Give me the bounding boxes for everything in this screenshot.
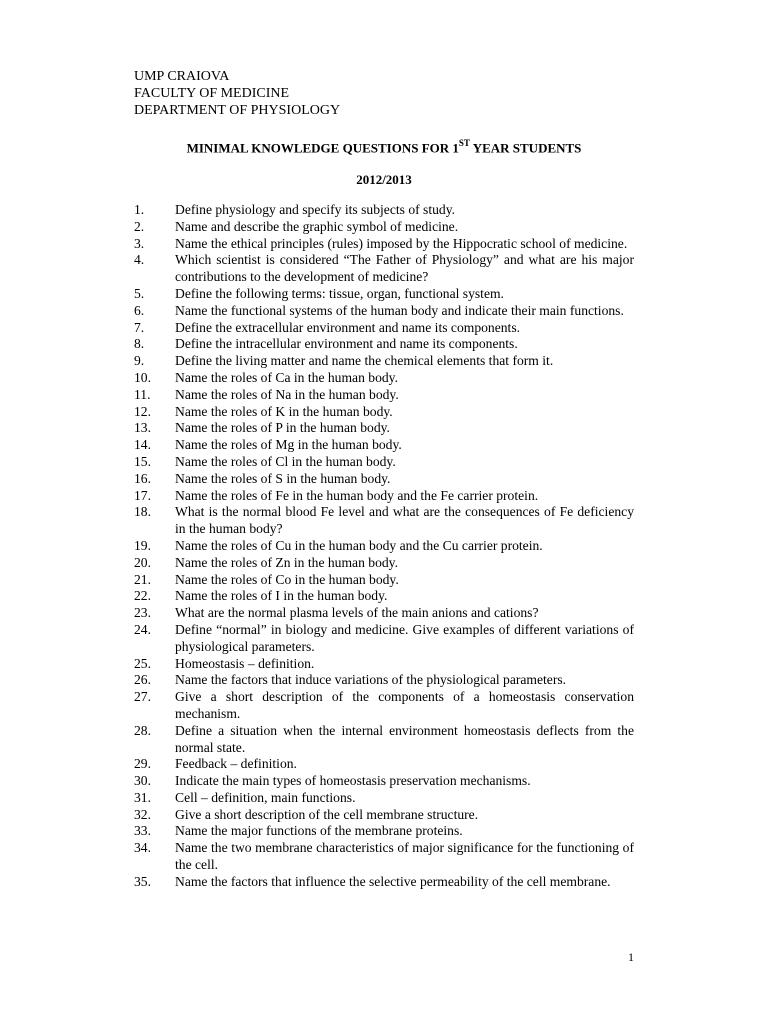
question-item <box>134 219 634 236</box>
question-number: 4. <box>134 252 145 268</box>
question-text: Name the roles of I in the human body. <box>175 588 388 604</box>
question-text: Give a short description of the components of a homeostasis conservation mechanism. <box>175 689 634 721</box>
question-text: What is the normal blood Fe level and what are the consequences of Fe deficiency in the human body? <box>175 504 634 537</box>
question-number: 22. <box>134 588 151 604</box>
question-text: Name and describe the graphic symbol of medicine. <box>175 218 459 234</box>
faculty-name: FACULTY OF MEDICINE <box>134 86 290 101</box>
question-item <box>134 437 634 454</box>
question-item <box>134 488 634 505</box>
question-item <box>134 656 634 673</box>
question-number: 29. <box>134 756 151 772</box>
question-item <box>134 874 634 891</box>
question-text: Name the two membrane characteristics of major significance for the functioning of the cell. <box>175 840 634 873</box>
question-item <box>134 353 634 370</box>
question-item <box>134 689 634 723</box>
question-number: 33. <box>134 823 151 839</box>
question-text: Name the roles of K in the human body. <box>175 403 393 419</box>
question-item <box>134 840 634 874</box>
question-number: 15. <box>134 453 151 469</box>
question-text: Name the factors that induce variations of the physiological parameters. <box>175 672 567 688</box>
question-text: Define the following terms: tissue, organ, functional system. <box>175 285 504 301</box>
question-number: 21. <box>134 571 151 587</box>
question-text: Cell – definition, main functions. <box>175 789 356 805</box>
question-text: Define a situation when the internal environment homeostasis deflects from the normal state. <box>175 722 634 755</box>
question-number: 30. <box>134 773 151 789</box>
question-item <box>134 672 634 689</box>
department-name: DEPARTMENT OF PHYSIOLOGY <box>134 103 341 118</box>
question-number: 17. <box>134 487 151 503</box>
question-text: Define physiology and specify its subjects of study. <box>175 202 456 217</box>
question-text: Name the roles of Ca in the human body. <box>175 369 398 385</box>
question-text: Name the roles of Co in the human body. <box>175 571 399 587</box>
question-item <box>134 336 634 353</box>
question-text: Name the roles of Fe in the human body and the Fe carrier protein. <box>175 487 539 503</box>
question-item <box>134 605 634 622</box>
question-number: 5. <box>134 285 145 301</box>
question-number: 18. <box>134 504 151 520</box>
question-item <box>134 471 634 488</box>
question-item <box>134 756 634 773</box>
page-number: 1 <box>628 950 634 964</box>
question-number: 16. <box>134 470 151 486</box>
institution-header <box>134 68 340 119</box>
question-number: 12. <box>134 403 151 419</box>
question-number: 35. <box>134 873 151 889</box>
question-text: Name the roles of Cu in the human body and the Cu carrier protein. <box>175 537 543 553</box>
question-text: Define the living matter and name the chemical elements that form it. <box>175 353 554 369</box>
question-text: Which scientist is considered “The Father of Physiology” and what are his major contributions to the development of medicine? <box>175 252 634 285</box>
question-item <box>134 236 634 253</box>
question-number: 23. <box>134 605 151 621</box>
question-text: Name the roles of Na in the human body. <box>175 386 399 402</box>
question-text: What are the normal plasma levels of the main anions and cations? <box>175 605 539 621</box>
question-text: Name the roles of P in the human body. <box>175 420 390 436</box>
question-number: 10. <box>134 369 151 385</box>
question-text: Indicate the main types of homeostasis preservation mechanisms. <box>175 773 531 789</box>
title-main: MINIMAL KNOWLEDGE QUESTIONS FOR 1 <box>186 140 459 156</box>
question-text: Give a short description of the cell membrane structure. <box>175 806 479 822</box>
question-item <box>134 790 634 807</box>
question-text: Name the major functions of the membrane proteins. <box>175 823 463 839</box>
question-text: Define “normal” in biology and medicine. Give examples of different variations of physiological parameters. <box>175 621 634 654</box>
question-item <box>134 454 634 471</box>
question-text: Name the roles of Zn in the human body. <box>175 554 398 570</box>
question-number: 8. <box>134 336 145 352</box>
question-number: 2. <box>134 218 145 234</box>
question-text: Feedback – definition. <box>175 756 297 772</box>
question-number: 7. <box>134 319 145 335</box>
question-item <box>134 538 634 555</box>
question-number: 28. <box>134 722 151 738</box>
academic-year: 2012/2013 <box>356 172 412 187</box>
question-number: 27. <box>134 689 151 705</box>
question-item <box>134 320 634 337</box>
question-number: 14. <box>134 437 151 453</box>
question-text: Homeostasis – definition. <box>175 655 315 671</box>
question-number: 26. <box>134 672 151 688</box>
questions-list <box>134 202 634 891</box>
question-number: 11. <box>134 386 151 402</box>
question-item <box>134 555 634 572</box>
question-item <box>134 252 634 286</box>
question-item <box>134 823 634 840</box>
question-item <box>134 773 634 790</box>
question-text: Define the extracellular environment and name its components. <box>175 319 521 335</box>
question-item <box>134 420 634 437</box>
question-item <box>134 202 634 219</box>
question-item <box>134 723 634 757</box>
question-number: 25. <box>134 655 151 671</box>
question-text: Name the functional systems of the human body and indicate their main functions. <box>175 302 624 318</box>
university-name: UMP CRAIOVA <box>134 69 230 84</box>
question-number: 13. <box>134 420 151 436</box>
question-item <box>134 286 634 303</box>
question-item <box>134 404 634 421</box>
question-text: Name the factors that influence the selective permeability of the cell membrane. <box>175 873 611 889</box>
question-number: 34. <box>134 840 151 856</box>
question-number: 6. <box>134 302 145 318</box>
question-number: 3. <box>134 235 145 251</box>
question-number: 19. <box>134 537 151 553</box>
question-item <box>134 572 634 589</box>
question-number: 32. <box>134 806 151 822</box>
document-title <box>0 136 768 156</box>
question-item <box>134 504 634 538</box>
question-text: Name the roles of S in the human body. <box>175 470 391 486</box>
question-number: 9. <box>134 353 145 369</box>
question-number: 20. <box>134 554 151 570</box>
question-text: Name the roles of Mg in the human body. <box>175 437 402 453</box>
question-number: 24. <box>134 621 151 637</box>
question-text: Name the ethical principles (rules) imposed by the Hippocratic school of medicine. <box>175 235 628 251</box>
title-end: YEAR STUDENTS <box>469 140 582 156</box>
question-item <box>134 370 634 387</box>
question-text: Define the intracellular environment and name its components. <box>175 336 518 352</box>
title-superscript: ST <box>458 138 470 148</box>
question-item <box>134 303 634 320</box>
question-item <box>134 807 634 824</box>
question-number: 31. <box>134 789 151 805</box>
question-item <box>134 588 634 605</box>
question-item <box>134 387 634 404</box>
question-number: 1. <box>134 202 145 217</box>
question-text: Name the roles of Cl in the human body. <box>175 453 396 469</box>
question-item <box>134 622 634 656</box>
